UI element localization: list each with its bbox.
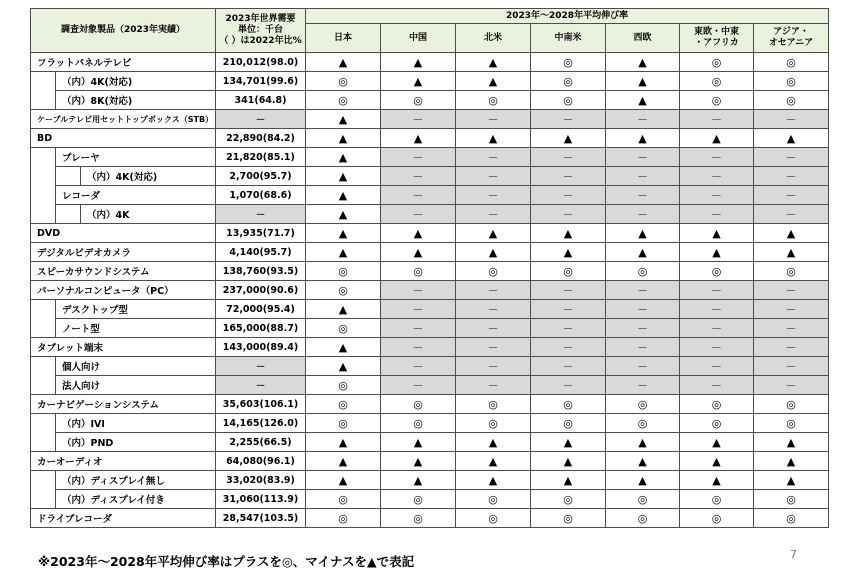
row-label: （内）4K xyxy=(81,205,216,224)
growth-mark: ◎ xyxy=(456,91,531,110)
growth-mark: ◎ xyxy=(306,414,381,433)
growth-mark: ◎ xyxy=(306,72,381,91)
row-label: （内）ディスプレイ付き xyxy=(56,490,216,509)
demand-header-line-2: 単位：千台 xyxy=(237,25,283,35)
region-header-1 xyxy=(381,24,456,53)
table-row xyxy=(31,433,829,452)
demand-value: 35,603(106.1) xyxy=(216,395,306,414)
growth-mark: ▲ xyxy=(306,357,381,376)
demand-value: 341(64.8) xyxy=(216,91,306,110)
demand-value: 2,255(66.5) xyxy=(216,433,306,452)
growth-mark: － xyxy=(531,148,606,167)
growth-mark: － xyxy=(680,338,754,357)
growth-mark: ▲ xyxy=(754,452,829,471)
growth-mark: ▲ xyxy=(680,224,754,243)
growth-mark: － xyxy=(754,300,829,319)
growth-forecast-table xyxy=(30,8,829,528)
growth-mark: ◎ xyxy=(531,509,606,528)
demand-value: 28,547(103.5) xyxy=(216,509,306,528)
growth-mark: － xyxy=(680,186,754,205)
table-row xyxy=(31,110,829,129)
growth-mark: ▲ xyxy=(306,243,381,262)
region-header-line: アジア・ xyxy=(773,27,809,37)
growth-mark: － xyxy=(381,357,456,376)
row-label: レコーダ xyxy=(56,186,216,205)
growth-mark: ◎ xyxy=(680,490,754,509)
growth-mark: ▲ xyxy=(754,433,829,452)
growth-mark: － xyxy=(754,357,829,376)
row-label: （内）ディスプレイ無し xyxy=(56,471,216,490)
growth-mark: － xyxy=(531,319,606,338)
growth-mark: ▲ xyxy=(381,243,456,262)
growth-mark: ▲ xyxy=(306,167,381,186)
row-label: フラットパネルテレビ xyxy=(31,53,216,72)
table-row xyxy=(31,224,829,243)
row-label: DVD xyxy=(31,224,216,243)
growth-mark: ◎ xyxy=(606,262,680,281)
growth-mark: － xyxy=(456,110,531,129)
growth-mark: － xyxy=(606,281,680,300)
growth-mark: ◎ xyxy=(381,509,456,528)
page-number: 7 xyxy=(790,548,797,561)
table-row xyxy=(31,72,829,91)
growth-mark: － xyxy=(606,376,680,395)
growth-mark: ▲ xyxy=(606,433,680,452)
indent-cell xyxy=(56,167,81,186)
row-label: パーソナルコンピュータ（PC） xyxy=(31,281,216,300)
growth-mark: － xyxy=(381,281,456,300)
growth-mark: ▲ xyxy=(531,433,606,452)
growth-mark: － xyxy=(531,186,606,205)
row-label: デジタルビデオカメラ xyxy=(31,243,216,262)
demand-header-line-1: 2023年世界需要 xyxy=(225,14,296,24)
growth-mark: － xyxy=(531,357,606,376)
growth-mark: － xyxy=(606,148,680,167)
growth-mark: ▲ xyxy=(754,224,829,243)
growth-mark: ◎ xyxy=(531,395,606,414)
region-header-line: 西欧 xyxy=(633,32,652,43)
table-row xyxy=(31,395,829,414)
demand-value: 31,060(113.9) xyxy=(216,490,306,509)
table-row xyxy=(31,53,829,72)
growth-mark: ◎ xyxy=(306,509,381,528)
growth-mark: ▲ xyxy=(531,129,606,148)
demand-value: 165,000(88.7) xyxy=(216,319,306,338)
growth-mark: － xyxy=(531,110,606,129)
indent-cell xyxy=(31,490,56,509)
growth-mark: ▲ xyxy=(606,129,680,148)
region-header-4 xyxy=(606,24,680,53)
table-row xyxy=(31,509,829,528)
growth-mark: ◎ xyxy=(680,53,754,72)
growth-mark: ▲ xyxy=(456,53,531,72)
table-row xyxy=(31,376,829,395)
growth-mark: ◎ xyxy=(456,262,531,281)
growth-mark: － xyxy=(680,357,754,376)
row-label: （内）PND xyxy=(56,433,216,452)
table-row xyxy=(31,262,829,281)
growth-mark: － xyxy=(456,167,531,186)
growth-mark: ◎ xyxy=(456,414,531,433)
region-header-line: 中国 xyxy=(408,32,427,43)
demand-value: 143,000(89.4) xyxy=(216,338,306,357)
growth-mark: － xyxy=(754,319,829,338)
indent-cell xyxy=(31,319,56,338)
indent-cell xyxy=(31,91,56,110)
growth-mark: － xyxy=(381,376,456,395)
indent-cell xyxy=(56,205,81,224)
growth-mark: ◎ xyxy=(680,395,754,414)
table-row xyxy=(31,452,829,471)
demand-value: － xyxy=(216,110,306,129)
growth-mark: － xyxy=(456,281,531,300)
growth-mark: － xyxy=(680,300,754,319)
demand-value: 2,700(95.7) xyxy=(216,167,306,186)
growth-mark: － xyxy=(456,205,531,224)
growth-mark: ▲ xyxy=(456,72,531,91)
growth-mark: ▲ xyxy=(606,91,680,110)
growth-mark: ◎ xyxy=(606,490,680,509)
indent-cell xyxy=(31,376,56,395)
row-label: カーオーディオ xyxy=(31,452,216,471)
growth-mark: ▲ xyxy=(680,471,754,490)
growth-mark: ▲ xyxy=(306,338,381,357)
growth-mark: ◎ xyxy=(306,281,381,300)
growth-mark: ▲ xyxy=(381,452,456,471)
growth-mark: ◎ xyxy=(754,414,829,433)
growth-mark: － xyxy=(456,300,531,319)
growth-mark: ▲ xyxy=(606,53,680,72)
growth-mark: ▲ xyxy=(456,129,531,148)
growth-mark: ◎ xyxy=(306,91,381,110)
growth-mark: － xyxy=(606,167,680,186)
growth-mark: － xyxy=(754,281,829,300)
region-header-line: オセアニア xyxy=(768,38,814,48)
growth-mark: ◎ xyxy=(306,395,381,414)
growth-mark: － xyxy=(754,186,829,205)
growth-mark: ▲ xyxy=(381,129,456,148)
growth-mark: － xyxy=(754,338,829,357)
growth-mark: － xyxy=(754,376,829,395)
demand-value: 138,760(93.5) xyxy=(216,262,306,281)
demand-value: 13,935(71.7) xyxy=(216,224,306,243)
row-label: ケーブルテレビ用セットトップボックス（STB） xyxy=(31,110,216,129)
growth-mark: － xyxy=(381,300,456,319)
demand-header-line-3: （ ）は2022年比% xyxy=(219,36,302,46)
row-label: デスクトップ型 xyxy=(56,300,216,319)
growth-mark: ▲ xyxy=(606,72,680,91)
growth-mark: － xyxy=(456,376,531,395)
growth-mark: ◎ xyxy=(606,414,680,433)
growth-mark: ▲ xyxy=(456,224,531,243)
table-row xyxy=(31,148,829,167)
growth-mark: － xyxy=(754,148,829,167)
growth-mark: － xyxy=(531,205,606,224)
growth-mark: － xyxy=(456,148,531,167)
growth-mark: － xyxy=(680,376,754,395)
region-header-6 xyxy=(754,24,829,53)
growth-mark: ▲ xyxy=(306,110,381,129)
growth-mark: ◎ xyxy=(306,490,381,509)
growth-mark: － xyxy=(680,281,754,300)
indent-cell xyxy=(31,414,56,433)
growth-mark: ▲ xyxy=(606,243,680,262)
indent-cell xyxy=(31,72,56,91)
growth-mark: － xyxy=(606,319,680,338)
growth-mark: － xyxy=(381,205,456,224)
demand-value: 1,070(68.6) xyxy=(216,186,306,205)
region-header-3 xyxy=(531,24,606,53)
growth-mark: ◎ xyxy=(754,490,829,509)
demand-value: 210,012(98.0) xyxy=(216,53,306,72)
indent-cell xyxy=(31,471,56,490)
region-header-line: 日本 xyxy=(333,32,352,43)
demand-value: 14,165(126.0) xyxy=(216,414,306,433)
demand-value: 134,701(99.6) xyxy=(216,72,306,91)
growth-mark: ◎ xyxy=(306,262,381,281)
growth-mark: ▲ xyxy=(680,243,754,262)
region-header-0 xyxy=(306,24,381,53)
growth-mark: ◎ xyxy=(531,72,606,91)
growth-mark: ▲ xyxy=(531,243,606,262)
product-column-header: 調査対象製品（2023年実績） xyxy=(31,9,216,53)
demand-value: 4,140(95.7) xyxy=(216,243,306,262)
growth-mark: ▲ xyxy=(680,452,754,471)
growth-mark: － xyxy=(754,205,829,224)
growth-column-header: 2023年～2028年平均伸び率 xyxy=(306,9,829,24)
growth-mark: ◎ xyxy=(531,53,606,72)
row-label: ノート型 xyxy=(56,319,216,338)
growth-mark: ◎ xyxy=(381,262,456,281)
growth-mark: ◎ xyxy=(306,319,381,338)
table-row xyxy=(31,490,829,509)
growth-mark: ▲ xyxy=(381,471,456,490)
table-row xyxy=(31,91,829,110)
growth-mark: ◎ xyxy=(754,509,829,528)
growth-mark: － xyxy=(680,110,754,129)
growth-mark: ▲ xyxy=(381,224,456,243)
growth-mark: ◎ xyxy=(306,376,381,395)
growth-mark: ◎ xyxy=(531,414,606,433)
growth-mark: ▲ xyxy=(306,471,381,490)
growth-mark: ▲ xyxy=(306,53,381,72)
row-label: BD xyxy=(31,129,216,148)
demand-value: － xyxy=(216,205,306,224)
growth-mark: ▲ xyxy=(306,205,381,224)
growth-mark: － xyxy=(381,167,456,186)
demand-value: － xyxy=(216,376,306,395)
region-header-line: 中南米 xyxy=(554,32,582,43)
growth-mark: ◎ xyxy=(680,414,754,433)
growth-mark: ▲ xyxy=(456,433,531,452)
growth-mark: ▲ xyxy=(754,243,829,262)
growth-mark: ▲ xyxy=(306,186,381,205)
growth-mark: ◎ xyxy=(754,72,829,91)
region-header-line: 東欧・中東 xyxy=(693,27,739,37)
growth-mark: － xyxy=(680,319,754,338)
growth-mark: － xyxy=(754,167,829,186)
growth-mark: ▲ xyxy=(381,53,456,72)
growth-mark: ▲ xyxy=(754,129,829,148)
region-header-line: ・アフリカ xyxy=(694,38,739,48)
table-row xyxy=(31,338,829,357)
demand-value: 21,820(85.1) xyxy=(216,148,306,167)
table-row xyxy=(31,167,829,186)
growth-mark: ◎ xyxy=(754,395,829,414)
growth-mark: － xyxy=(381,319,456,338)
indent-cell xyxy=(31,357,56,376)
growth-mark: ▲ xyxy=(381,433,456,452)
growth-mark: ▲ xyxy=(306,148,381,167)
growth-mark: － xyxy=(531,167,606,186)
demand-column-header xyxy=(216,9,306,53)
growth-mark: ◎ xyxy=(680,509,754,528)
demand-value: 64,080(96.1) xyxy=(216,452,306,471)
growth-mark: ◎ xyxy=(606,395,680,414)
growth-mark: － xyxy=(381,148,456,167)
growth-mark: ▲ xyxy=(306,224,381,243)
growth-mark: ◎ xyxy=(606,509,680,528)
row-label: 法人向け xyxy=(56,376,216,395)
table-row xyxy=(31,357,829,376)
growth-mark: ▲ xyxy=(754,471,829,490)
growth-mark: ◎ xyxy=(680,72,754,91)
indent-cell xyxy=(31,148,56,167)
table-row xyxy=(31,300,829,319)
region-header-5 xyxy=(680,24,754,53)
growth-mark: ▲ xyxy=(680,129,754,148)
footnote: ※2023年～2028年平均伸び率はプラスを◎、マイナスを▲で表記 xyxy=(38,554,415,569)
growth-mark: － xyxy=(606,357,680,376)
growth-mark: ▲ xyxy=(531,471,606,490)
growth-mark: ◎ xyxy=(456,509,531,528)
demand-value: 72,000(95.4) xyxy=(216,300,306,319)
indent-cell xyxy=(31,186,56,205)
demand-value: － xyxy=(216,357,306,376)
growth-mark: － xyxy=(456,319,531,338)
row-label: スピーカサウンドシステム xyxy=(31,262,216,281)
table-row xyxy=(31,414,829,433)
growth-mark: － xyxy=(606,186,680,205)
growth-mark: － xyxy=(381,186,456,205)
growth-mark: ▲ xyxy=(531,224,606,243)
growth-mark: － xyxy=(754,110,829,129)
indent-cell xyxy=(31,300,56,319)
table-row xyxy=(31,129,829,148)
growth-mark: ▲ xyxy=(381,72,456,91)
growth-mark: ◎ xyxy=(456,395,531,414)
growth-mark: ▲ xyxy=(606,452,680,471)
growth-mark: － xyxy=(680,205,754,224)
growth-mark: ◎ xyxy=(754,53,829,72)
demand-value: 22,890(84.2) xyxy=(216,129,306,148)
row-label: カーナビゲーションシステム xyxy=(31,395,216,414)
growth-mark: － xyxy=(531,338,606,357)
row-label: タブレット端末 xyxy=(31,338,216,357)
growth-mark: ▲ xyxy=(456,471,531,490)
growth-mark: ◎ xyxy=(456,490,531,509)
growth-mark: ▲ xyxy=(531,452,606,471)
row-label: ドライブレコーダ xyxy=(31,509,216,528)
growth-mark: ◎ xyxy=(531,490,606,509)
growth-mark: ◎ xyxy=(531,91,606,110)
demand-value: 33,020(83.9) xyxy=(216,471,306,490)
growth-mark: － xyxy=(606,110,680,129)
growth-mark: ▲ xyxy=(456,243,531,262)
growth-mark: ▲ xyxy=(606,471,680,490)
growth-mark: ◎ xyxy=(680,91,754,110)
row-label: 個人向け xyxy=(56,357,216,376)
region-header-line: 北米 xyxy=(483,32,502,43)
growth-mark: ▲ xyxy=(456,452,531,471)
growth-mark: ▲ xyxy=(306,452,381,471)
growth-mark: － xyxy=(456,357,531,376)
growth-mark: ▲ xyxy=(680,433,754,452)
growth-mark: － xyxy=(531,300,606,319)
growth-mark: ◎ xyxy=(680,262,754,281)
growth-mark: － xyxy=(680,148,754,167)
growth-mark: － xyxy=(606,205,680,224)
table-row xyxy=(31,186,829,205)
table-row xyxy=(31,281,829,300)
growth-mark: ◎ xyxy=(754,91,829,110)
row-label: （内）IVI xyxy=(56,414,216,433)
table-row xyxy=(31,319,829,338)
growth-mark: － xyxy=(531,281,606,300)
indent-cell xyxy=(31,205,56,224)
growth-mark: － xyxy=(680,167,754,186)
growth-mark: ◎ xyxy=(381,91,456,110)
row-label: （内）4K(対応) xyxy=(81,167,216,186)
indent-cell xyxy=(31,167,56,186)
growth-mark: ◎ xyxy=(381,414,456,433)
growth-mark: － xyxy=(531,376,606,395)
growth-mark: ◎ xyxy=(531,262,606,281)
table-row xyxy=(31,205,829,224)
growth-mark: － xyxy=(606,338,680,357)
region-header-2 xyxy=(456,24,531,53)
growth-mark: － xyxy=(456,338,531,357)
growth-mark: － xyxy=(456,186,531,205)
row-label: （内）8K(対応) xyxy=(56,91,216,110)
growth-mark: ◎ xyxy=(754,262,829,281)
table-row xyxy=(31,243,829,262)
demand-value: 237,000(90.6) xyxy=(216,281,306,300)
growth-mark: － xyxy=(381,338,456,357)
growth-mark: ▲ xyxy=(306,129,381,148)
row-label: （内）4K(対応) xyxy=(56,72,216,91)
indent-cell xyxy=(31,433,56,452)
growth-mark: ▲ xyxy=(606,224,680,243)
growth-mark: － xyxy=(381,110,456,129)
growth-mark: ▲ xyxy=(306,433,381,452)
row-label: プレーヤ xyxy=(56,148,216,167)
growth-mark: ◎ xyxy=(381,490,456,509)
growth-mark: － xyxy=(606,300,680,319)
table-row xyxy=(31,471,829,490)
growth-mark: ▲ xyxy=(306,300,381,319)
growth-mark: ◎ xyxy=(381,395,456,414)
